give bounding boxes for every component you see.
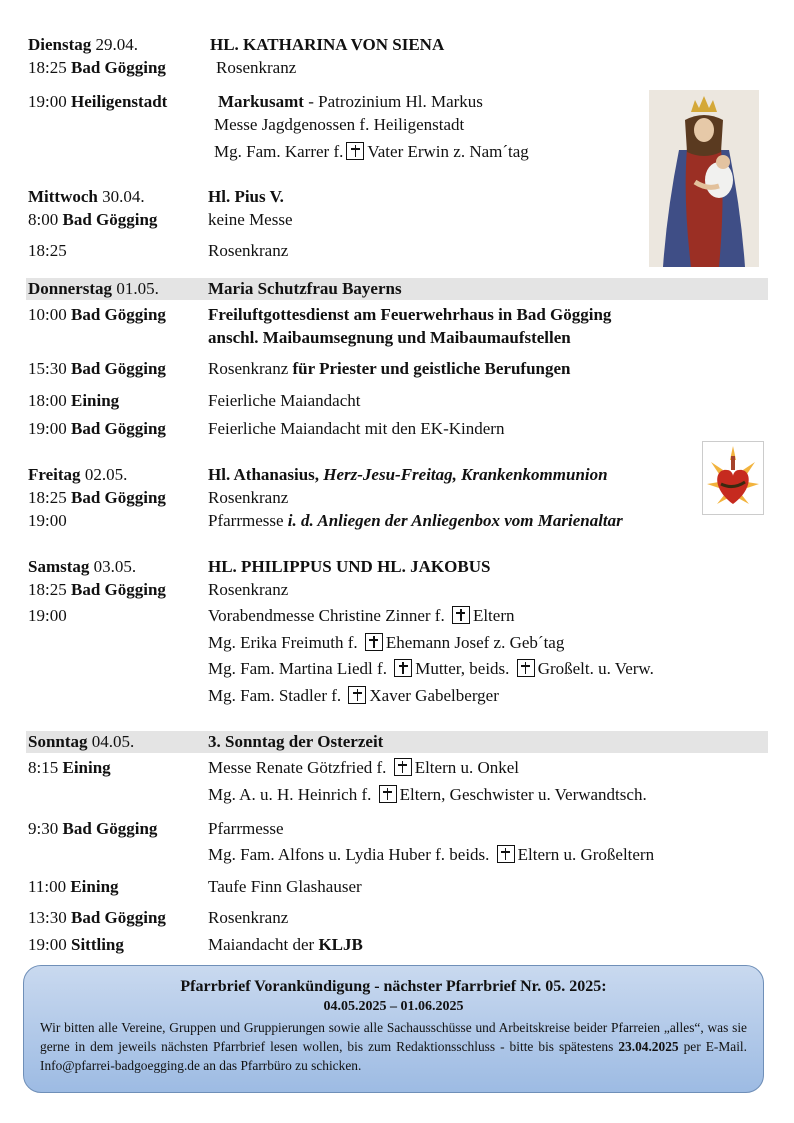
- time-entry: 18:25 Bad Gögging: [28, 58, 166, 77]
- feast-title: 3. Sonntag der Osterzeit: [208, 732, 384, 751]
- service-text: keine Messe: [208, 210, 293, 229]
- cross-icon: [452, 606, 470, 624]
- day-heading-tuesday: [28, 34, 138, 56]
- intention-text: Vorabendmesse Christine Zinner f. Eltern: [208, 606, 515, 625]
- time-entry: 10:00 Bad Gögging: [28, 305, 166, 324]
- service-text: anschl. Maibaumsegnung und Maibaumaufstellen: [208, 328, 571, 347]
- service-text: Freiluftgottesdienst am Feuerwehrhaus in Bad Gögging: [208, 305, 612, 324]
- time-entry: 18:25 Bad Gögging: [28, 580, 166, 599]
- service-text: Pfarrmesse i. d. Anliegen der Anliegenbox vom Marienaltar: [208, 511, 623, 530]
- feast-title: HL. KATHARINA VON SIENA: [210, 35, 445, 54]
- time-entry: 19:00 Bad Gögging: [28, 419, 166, 438]
- service-text: Rosenkranz: [208, 488, 289, 507]
- cross-icon: [517, 659, 535, 677]
- intention-text: Mg. Erika Freimuth f. Ehemann Josef z. Geb´tag: [208, 633, 565, 652]
- sacred-heart-image: [702, 441, 764, 515]
- service-text: Rosenkranz: [208, 908, 289, 927]
- time-entry: 18:25: [28, 241, 67, 260]
- notice-body: Wir bitten alle Vereine, Gruppen und Gruppierungen sowie alle Sachausschüsse und Arbeitskreise beider Pfarreien „alles“, was sie gerne in dem jeweils nächsten Pfarrbrief lesen wollen, bis zum Redaktionsschluss - bitte bis spätestens 23.04.2025 per E-Mail. Info@pfarrei-badgoegging.de an das Pfarrbüro zu schicken.: [40, 1020, 747, 1073]
- cross-icon: [394, 659, 412, 677]
- service-text: Maiandacht der KLJB: [208, 935, 363, 954]
- time-entry: 19:00: [28, 606, 67, 625]
- service-text: Feierliche Maiandacht mit den EK-Kindern: [208, 419, 505, 438]
- intention-text: Mg. Fam. Alfons u. Lydia Huber f. beids. Eltern u. Großeltern: [208, 845, 655, 864]
- date: 29.04.: [95, 35, 139, 54]
- cross-icon: [348, 686, 366, 704]
- cross-icon: [497, 845, 515, 863]
- day-heading-friday: Freitag 02.05.: [28, 465, 128, 484]
- day-heading-sunday: Sonntag 04.05.: [28, 732, 135, 751]
- notice-title: Pfarrbrief Vorankündigung - nächster Pfarrbrief Nr. 05. 2025:: [180, 978, 607, 995]
- service-text: Rosenkranz: [216, 58, 297, 77]
- time-entry: 19:00 Heiligenstadt: [28, 92, 168, 111]
- feast-title: Hl. Athanasius, Herz-Jesu-Freitag, Krankenkommunion: [208, 465, 608, 484]
- time-entry: 9:30 Bad Gögging: [28, 819, 158, 838]
- service-text: Messe Jagdgenossen f. Heiligenstadt: [214, 115, 465, 134]
- feast-title: Maria Schutzfrau Bayerns: [208, 279, 402, 298]
- day-heading-wednesday: Mittwoch 30.04.: [28, 187, 145, 206]
- service-text: Rosenkranz: [208, 580, 289, 599]
- service-text: Pfarrmesse: [208, 819, 284, 838]
- intention-text: Mg. Fam. Martina Liedl f. Mutter, beids. Großelt. u. Verw.: [208, 659, 654, 678]
- notice-box: [23, 965, 764, 1093]
- madonna-statue-image: [649, 90, 759, 267]
- intention-text: Mg. A. u. H. Heinrich f. Eltern, Geschwister u. Verwandtsch.: [208, 785, 647, 804]
- service-text: Feierliche Maiandacht: [208, 391, 361, 410]
- time-entry: 19:00: [28, 511, 67, 530]
- service-text: Markusamt - Patrozinium Hl. Markus: [218, 92, 483, 111]
- time-entry: 8:15 Eining: [28, 758, 111, 777]
- cross-icon: [394, 758, 412, 776]
- sacred-heart-illustration: [703, 442, 763, 514]
- service-text: Rosenkranz für Priester und geistliche Berufungen: [208, 359, 571, 378]
- time-entry: 13:30 Bad Gögging: [28, 908, 166, 927]
- day-heading-thursday: Donnerstag 01.05.: [28, 279, 159, 298]
- cross-icon: [379, 785, 397, 803]
- day-heading-saturday: Samstag 03.05.: [28, 557, 137, 576]
- cross-icon: [365, 633, 383, 651]
- time-entry: 18:00 Eining: [28, 391, 120, 410]
- notice-date-range: 04.05.2025 – 01.06.2025: [323, 999, 464, 1014]
- madonna-illustration: [649, 90, 759, 267]
- time-entry: 11:00 Eining: [28, 877, 119, 896]
- time-entry: 8:00 Bad Gögging: [28, 210, 158, 229]
- weekday: Dienstag: [28, 35, 92, 54]
- feast-title: Hl. Pius V.: [208, 187, 284, 206]
- time-entry: 18:25 Bad Gögging: [28, 488, 166, 507]
- service-text: Taufe Finn Glashauser: [208, 877, 362, 896]
- intention-text: Messe Renate Götzfried f. Eltern u. Onkel: [208, 758, 520, 777]
- time-entry: 19:00 Sittling: [28, 935, 124, 954]
- intention-text: Mg. Fam. Stadler f. Xaver Gabelberger: [208, 686, 499, 705]
- cross-icon: [346, 142, 364, 160]
- intention-text: Mg. Fam. Karrer f. Vater Erwin z. Nam´tag: [214, 142, 529, 161]
- service-text: Rosenkranz: [208, 241, 289, 260]
- day-band: [26, 731, 768, 753]
- time-entry: 15:30 Bad Gögging: [28, 359, 166, 378]
- feast-title: HL. PHILIPPUS UND HL. JAKOBUS: [208, 557, 491, 576]
